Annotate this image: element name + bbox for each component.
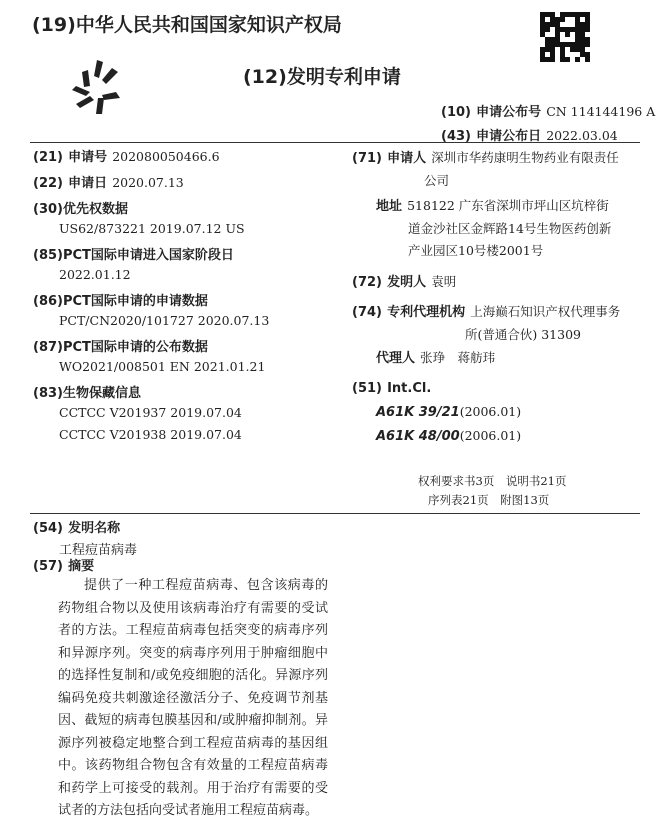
- bibliographic-right: [352, 146, 642, 448]
- application-number: [33, 146, 343, 168]
- pub-no-code: (10): [441, 105, 471, 120]
- field-label: 发明名称: [68, 521, 121, 536]
- abstract-text: 提供了一种工程痘苗病毒、包含该病毒的药物组合物以及使用该病毒治疗有需要的受试者的方法。工程痘苗病毒包括突变的病毒序列和异源序列。突变的病毒序列用于肿瘤细胞中的选择性复制和/或免疫细胞的活化。异源序列编码免疫共刺激途径激活分子、免疫调节剂基因、截短的病毒包膜基因和/或肿瘤抑制剂。异源序列被稳定地整合到工程痘苗病毒的基因组中。该药物组合物包含有效量的工程痘苗病毒和药学上可接受的载剂。用于治疗有需要的受试者的方法包括向受试者施用工程痘苗病毒。: [58, 578, 328, 818]
- field-code: (83): [33, 386, 63, 401]
- field-label: 地址: [376, 199, 403, 214]
- field-value: 工程痘苗病毒: [59, 543, 138, 558]
- applicant: [352, 146, 642, 192]
- field-value: 518122 广东省深圳市坪山区坑梓街: [407, 198, 609, 213]
- field-code: (57): [33, 559, 63, 574]
- pct-publication-data: [33, 336, 343, 378]
- address: [352, 194, 642, 262]
- field-code: (72): [352, 275, 382, 290]
- description-pages: 说明书21页: [505, 474, 567, 488]
- document-type: [243, 62, 401, 89]
- field-value: 袁明: [431, 274, 457, 289]
- field-label: 发明人: [387, 275, 427, 290]
- pct-application-data: [33, 290, 343, 332]
- priority-data: [33, 198, 343, 240]
- pub-no-label: 申请公布号: [476, 105, 542, 120]
- ipc-version: (2006.01): [459, 428, 522, 443]
- divider: [30, 142, 640, 143]
- field-label: 专利代理机构: [387, 305, 466, 320]
- biological-deposit: [33, 382, 343, 446]
- field-label: 代理人: [376, 351, 416, 366]
- abstract-heading: [33, 555, 94, 577]
- field-code: (86): [33, 294, 63, 309]
- doc-type-name: 发明专利申请: [286, 66, 401, 88]
- drawings-pages: 附图13页: [500, 493, 550, 507]
- field-label: 优先权数据: [62, 202, 128, 217]
- field-label: PCT国际申请的公布数据: [62, 340, 208, 355]
- field-value: 公司: [424, 173, 450, 188]
- field-code: (22): [33, 176, 63, 191]
- pct-national-phase: [33, 244, 343, 286]
- field-label: 摘要: [68, 559, 95, 574]
- field-value: 2020.07.13: [112, 175, 184, 190]
- field-value: 所(普通合伙) 31309: [465, 327, 581, 342]
- ipc-code: A61K 48/00: [376, 429, 460, 444]
- field-code: (74): [352, 305, 382, 320]
- agent: [352, 346, 642, 370]
- office-name: 中华人民共和国国家知识产权局: [75, 14, 342, 36]
- field-code: (87): [33, 340, 63, 355]
- qr-code: [540, 12, 590, 62]
- field-value: CCTCC V201938 2019.07.04: [59, 427, 242, 442]
- patent-agency: [352, 300, 642, 346]
- field-code: (21): [33, 150, 63, 165]
- field-label: 申请人: [387, 151, 427, 166]
- field-value: 上海巅石知识产权代理事务: [470, 304, 621, 319]
- doc-type-code: (12): [243, 66, 287, 88]
- field-label: Int.Cl.: [387, 381, 432, 396]
- field-label: PCT国际申请的申请数据: [62, 294, 208, 309]
- pub-no-value: CN 114144196 A: [546, 104, 656, 119]
- ipc-class-1: [352, 400, 642, 424]
- application-date: [33, 172, 343, 194]
- field-value: 道金沙社区金辉路14号生物医药创新: [408, 221, 612, 236]
- divider: [30, 513, 640, 514]
- field-value: 深圳市华药康明生物药业有限责任: [431, 150, 619, 165]
- field-value: US62/873221 2019.07.12 US: [59, 221, 245, 236]
- publication-info: [441, 100, 655, 148]
- field-label: PCT国际申请进入国家阶段日: [62, 248, 234, 263]
- field-code: (30): [33, 202, 63, 217]
- inventor: [352, 270, 642, 294]
- ipc-version: (2006.01): [459, 404, 522, 419]
- field-value: 202080050466.6: [112, 149, 220, 164]
- field-code: (71): [352, 151, 382, 166]
- field-value: 产业园区10号楼2001号: [408, 243, 544, 258]
- claims-pages: 权利要求书3页: [418, 474, 495, 488]
- field-code: (85): [33, 248, 63, 263]
- field-label: 生物保藏信息: [62, 386, 141, 401]
- ipc-classification: [352, 376, 642, 448]
- field-value: 2022.01.12: [59, 267, 131, 282]
- pub-date-value: 2022.03.04: [546, 128, 618, 143]
- field-value: WO2021/008501 EN 2021.01.21: [59, 359, 266, 374]
- field-code: (54): [33, 521, 63, 536]
- bibliographic-left: [33, 146, 343, 450]
- field-label: 申请日: [68, 176, 108, 191]
- field-code: (51): [352, 381, 382, 396]
- cnipa-logo: [68, 58, 130, 116]
- field-value: PCT/CN2020/101727 2020.07.13: [59, 313, 270, 328]
- field-value: 张琤 蒋舫玮: [420, 350, 496, 365]
- sequence-pages: 序列表21页: [428, 493, 489, 507]
- office-code: (19): [32, 14, 76, 36]
- office-header: [32, 10, 342, 37]
- ipc-code: A61K 39/21: [376, 405, 460, 420]
- ipc-class-2: [352, 424, 642, 448]
- pub-date-label: 申请公布日: [476, 129, 542, 144]
- pub-date-code: (43): [441, 129, 471, 144]
- qr-module: [585, 57, 590, 62]
- field-label: 申请号: [68, 150, 108, 165]
- field-value: CCTCC V201937 2019.07.04: [59, 405, 242, 420]
- page-counts: [418, 472, 566, 510]
